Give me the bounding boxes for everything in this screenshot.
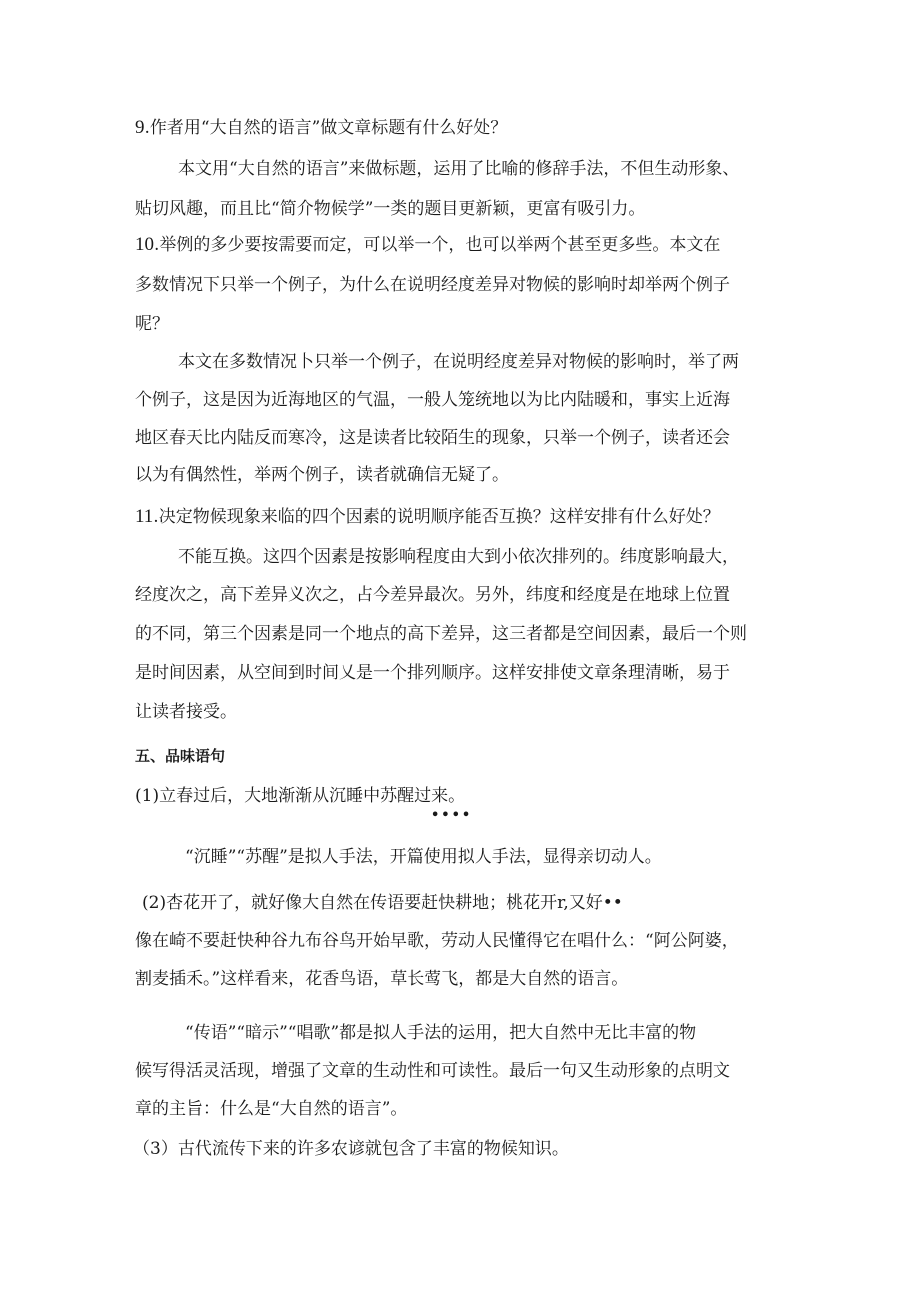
item-2-sentence-line-3: 割麦插禾。”这样看来，花香鸟语，草长莺飞，都是大自然的语言。 [135, 969, 629, 989]
answer-11-line-4: 是时间因素，从空间到时间乂是一个排列顺序。这样安排使文章条理清晰，易于 [135, 663, 730, 683]
question-10-line-3: 呢？ [135, 314, 169, 334]
item-2-answer-line-2: 候写得活灵活现，增强了文章的生动性和可读性。最后一句又生动形象的点明文 [135, 1061, 730, 1081]
item-2-sentence-line-2: 像在崎不要赶快种谷九布谷鸟开始早歌，劳动人民懂得它在唱什么：“阿公阿婆， [135, 931, 739, 951]
answer-10-line-3: 地区春天比内陆反而寒冷，这是读者比较陌生的现象，只举一个例子，读者还会 [135, 428, 730, 448]
question-text: .作者用“大自然的语言”做文章标题有什么好处？ [144, 118, 508, 138]
answer-11-line-5: 让读者接受。 [135, 702, 237, 722]
answer-10-line-4: 以为有偶然性，举两个例子，读者就确信无疑了。 [135, 465, 509, 485]
answer-10-line-1: 本文在多数情况卜只举一个例子，在说明经度差异对物候的影响时，举了两 [178, 352, 739, 372]
item-2-answer-line-1: “传语”“暗示”“唱歌”都是拟人手法的运用，把大自然中无比丰富的物 [185, 1023, 697, 1043]
question-text: .举例的多少要按需要而定，可以举一个，也可以举两个甚至更多些。本文在 [154, 235, 721, 255]
item-2-sentence-line-1: (2)杏花开了，就好像大自然在传语要赶快耕地；桃花开r,又好•• [142, 893, 623, 913]
answer-9-line-1: 本文用“大自然的语言”来做标题，运用了比喻的修辞手法，不但生动形象、 [178, 159, 740, 179]
answer-11-line-3: 的不同，第三个因素是同一个地点的高下差异，这三者都是空间因素，最后一个则 [135, 624, 747, 644]
question-number: 9 [135, 117, 145, 138]
answer-10-line-2: 个例子，这是因为近海地区的气温，一般人笼统地以为比内陆暖和，事实上近海 [135, 390, 730, 410]
question-number: 11 [135, 506, 154, 527]
question-number: 10 [135, 234, 154, 255]
answer-11-line-2: 经度次之，高下差异义次之，占今差异最次。另外，纬度和经度是在地球上位置 [135, 585, 730, 605]
answer-11-line-1: 不能互换。这四个因素是按影响程度由大到小依次排列的。纬度影响最大， [178, 547, 739, 567]
question-11 [135, 507, 720, 527]
item-1-answer: “沉睡”“苏醒”是拟人手法，开篇使用拟人手法，显得亲切动人。 [185, 847, 662, 867]
answer-9-line-2: 贴切风趣，而且比“简介物候学”一类的题目更新颖，更富有吸引力。 [135, 199, 646, 219]
emphasis-dots: •••• [431, 808, 473, 823]
item-2-answer-line-3: 章的主旨：什么是“大自然的语言”。 [135, 1099, 408, 1119]
item-1-sentence: (1)立春过后，大地渐渐从沉睡中苏醒过来。 [135, 786, 466, 806]
question-text: .决定物候现象来临的四个因素的说明顺序能否互换？这样安排有什么好处？ [153, 507, 720, 527]
section-heading: 五、品味语句 [135, 747, 226, 765]
question-9 [135, 118, 507, 138]
question-10-line-2: 多数情况下只举一个例子，为什么在说明经度差异对物候的影响时却举两个例子 [135, 275, 730, 295]
item-3-sentence: （3）古代流传下来的许多农谚就包含了丰富的物候知识。 [133, 1139, 569, 1159]
question-10-line-1 [135, 235, 720, 255]
